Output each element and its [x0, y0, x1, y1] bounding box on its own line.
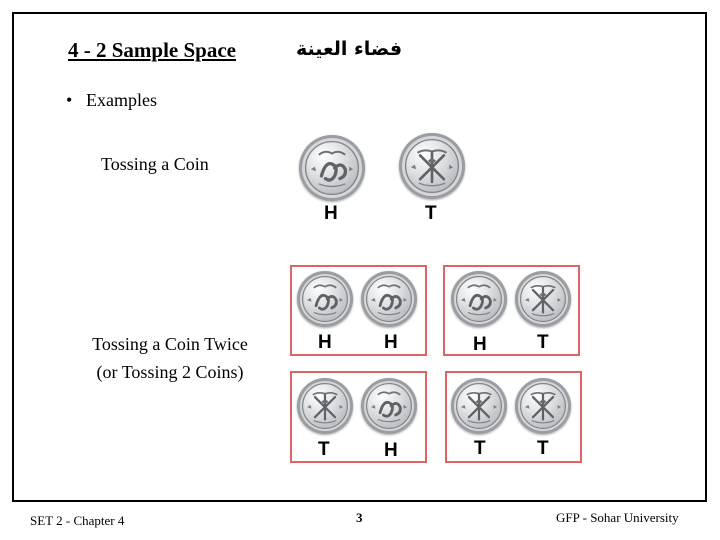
coin-tails-icon: [399, 133, 465, 199]
coin-tails-icon: [515, 378, 571, 434]
label-tossing-twice: [60, 330, 280, 386]
coin-tails-icon: [297, 378, 353, 434]
footer-chapter: SET 2 - Chapter 4: [30, 513, 125, 528]
outcome-h: H: [324, 203, 338, 224]
coin-heads-icon: [451, 271, 507, 327]
slide-title-arabic: فضاء العينة: [296, 38, 403, 60]
footer-page-number: 3: [356, 510, 363, 525]
coin-tails-icon: [515, 271, 571, 327]
coin-heads-icon: [299, 135, 365, 201]
coin-heads-icon: [361, 271, 417, 327]
label-twice-line2: (or Tossing 2 Coins): [96, 362, 244, 382]
label-tossing-coin: Tossing a Coin: [101, 154, 209, 174]
outcome-hh-second: H: [384, 332, 398, 353]
label-twice-line1: Tossing a Coin Twice: [92, 334, 248, 354]
outcome-hh-first: H: [318, 332, 332, 353]
footer-university: GFP - Sohar University: [556, 510, 679, 525]
outcome-ht-second: T: [537, 332, 549, 353]
coin-heads-icon: [297, 271, 353, 327]
coin-heads-icon: [361, 378, 417, 434]
outcome-tt-first: T: [474, 438, 486, 459]
bullet-text: Examples: [86, 90, 157, 110]
slide-title: 4 - 2 Sample Space: [68, 38, 236, 62]
bullet-examples: [66, 90, 157, 111]
bullet-dot-icon: •: [66, 90, 73, 110]
outcome-th-first: T: [318, 439, 330, 460]
outcome-th-second: H: [384, 440, 398, 461]
outcome-ht-first: H: [473, 334, 487, 355]
coin-tails-icon: [451, 378, 507, 434]
outcome-t: T: [425, 203, 437, 224]
outcome-tt-second: T: [537, 438, 549, 459]
